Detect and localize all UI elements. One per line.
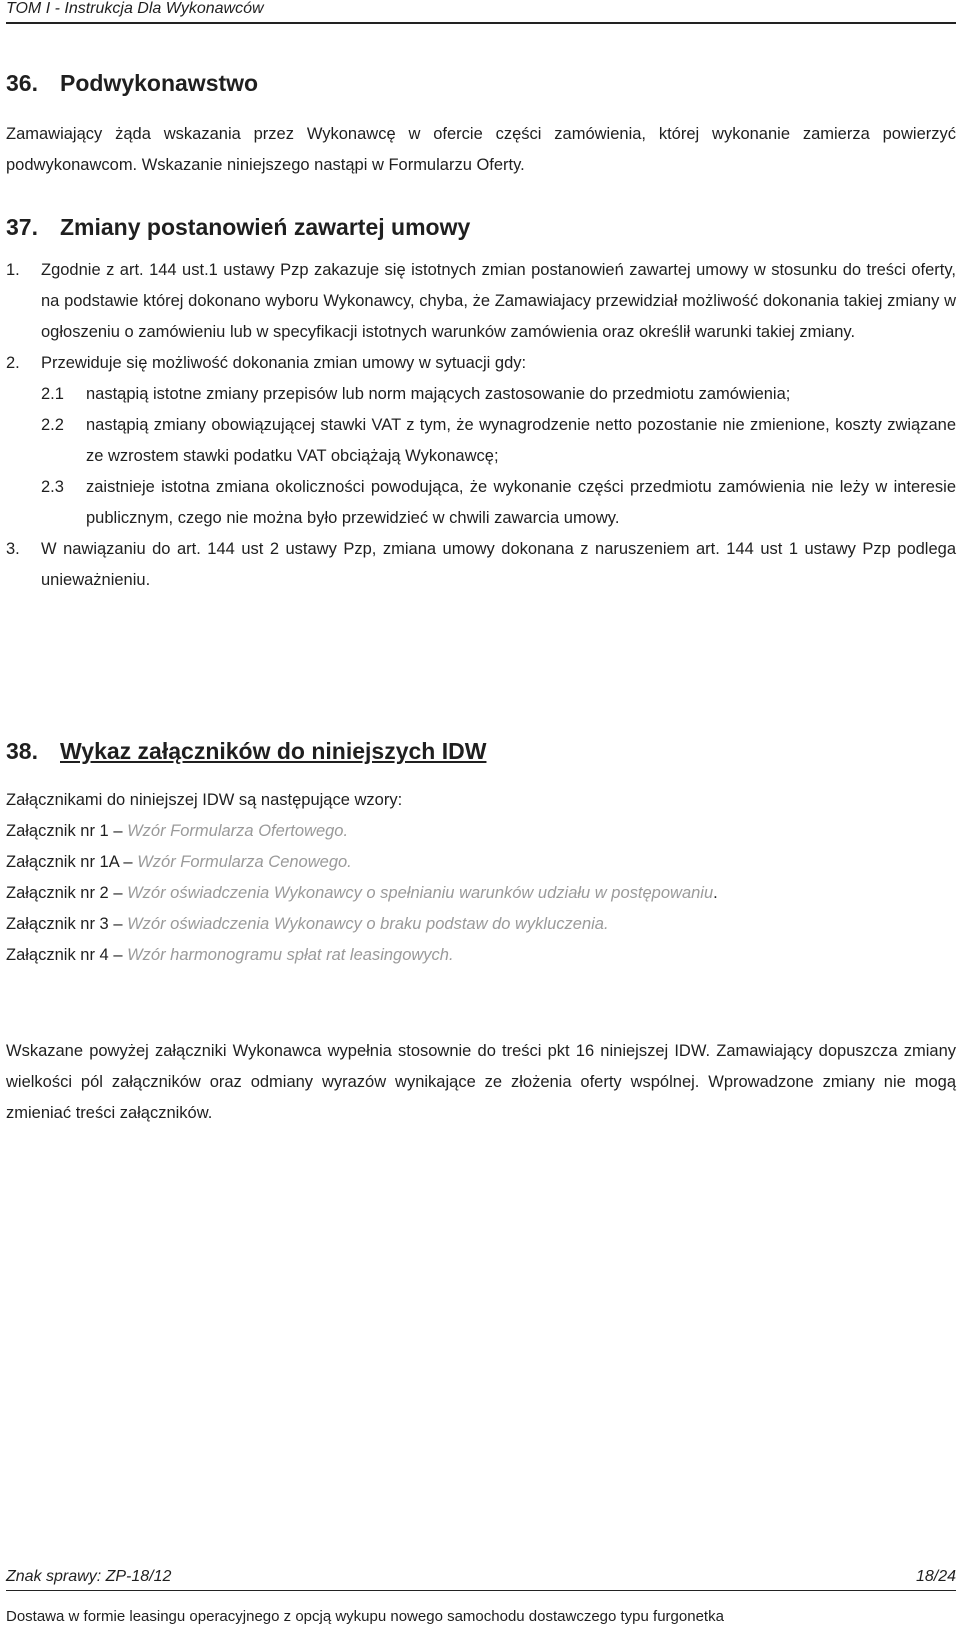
section-36-number: 36.	[6, 70, 38, 96]
header-title: TOM I - Instrukcja Dla Wykonawców	[6, 0, 264, 17]
sub-item-2-3	[41, 472, 956, 534]
attachment-row	[6, 940, 956, 971]
sub-item-2-2	[41, 410, 956, 472]
list-item-text: W nawiązaniu do art. 144 ust 2 ustawy Pzp, zmiana umowy dokonana z naruszeniem art. 144 ust 1 ustawy Pzp podlega unieważnieniu.	[41, 540, 956, 589]
attachment-title: Wzór Formularza Cenowego.	[137, 853, 352, 871]
sub-item-text: nastąpią istotne zmiany przepisów lub norm mających zastosowanie do przedmiotu zamówienia;	[86, 385, 791, 403]
attachment-label: Załącznik nr 3	[6, 915, 109, 933]
page-header	[6, 0, 956, 24]
footer-page-number: 18/24	[915, 1568, 956, 1585]
sub-marker: 2.3	[41, 478, 64, 496]
list-item-text: Przewiduje się możliwość dokonania zmian umowy w sytuacji gdy:	[41, 354, 527, 372]
section-37-title: Zmiany postanowień zawartej umowy	[60, 214, 471, 240]
list-item-text: Zgodnie z art. 144 ust.1 ustawy Pzp zakazuje się istotnych zmian postanowień zawartej umowy w stosunku do treści oferty, na podstawie której dokonano wyboru Wykonawcy, chyba, że Zamawiajacy przewidział możliwość dokonania takiej zmiany w ogłoszeniu o zamówieniu lub w specyfikacji istotnych warunków zamówienia oraz określił warunki takiej zmiany.	[41, 261, 956, 341]
list-item-2	[6, 348, 956, 534]
footer-case-number: Znak sprawy: ZP-18/12	[6, 1568, 172, 1585]
attachment-label: Załącznik nr 2	[6, 884, 109, 902]
sub-marker: 2.2	[41, 416, 64, 434]
list-item-1	[6, 255, 956, 348]
sub-item-text: nastąpią zmiany obowiązującej stawki VAT z tym, że wynagrodzenie netto pozostanie nie zmienione, koszty związane ze wzrostem stawki podatku VAT obciążają Wykonawcę;	[86, 416, 956, 465]
attachment-title: Wzór harmonogramu spłat rat leasingowych.	[127, 946, 454, 964]
section-38-title: Wykaz załączników do niniejszych IDW	[60, 738, 487, 764]
attachment-dash: –	[113, 822, 123, 840]
attachment-row	[6, 816, 956, 847]
sub-marker: 2.1	[41, 385, 64, 403]
attachment-dash: –	[113, 915, 123, 933]
attachment-row: Załącznik nr 2 – Wzór oświadczenia Wykonawcy o spełnianiu warunków udziału w postępowaniu.	[6, 884, 718, 902]
attachment-row	[6, 909, 956, 940]
attachment-row	[6, 847, 956, 878]
footer-subject: Dostawa w formie leasingu operacyjnego z opcją wykupu nowego samochodu dostawczego typu furgonetka	[6, 1608, 724, 1625]
list-marker: 3.	[6, 540, 20, 558]
sub-item-2-1	[41, 379, 956, 410]
section-36-text: Zamawiający żąda wskazania przez Wykonawcę w ofercie części zamówienia, której wykonanie zamierza powierzyć podwykonawcom. Wskazanie niniejszego nastąpi w Formularzu Oferty.	[6, 125, 956, 174]
attachment-dash: –	[123, 853, 133, 871]
attachment-dash: –	[113, 884, 123, 902]
section-37-heading	[6, 214, 470, 241]
page-footer	[6, 1568, 956, 1591]
section-38-closing: Wskazane powyżej załączniki Wykonawca wypełnia stosownie do treści pkt 16 niniejszej IDW. Zamawiający dopuszcza zmiany wielkości pól załączników oraz odmiany wyrazów wynikające ze złożenia oferty wspólnej. Wprowadzone zmiany nie mogą zmieniać treści załączników.	[6, 1042, 956, 1122]
list-marker: 2.	[6, 354, 20, 372]
attachment-title: Wzór Formularza Ofertowego.	[127, 822, 349, 840]
list-item-3	[6, 534, 956, 596]
attachment-dash: –	[113, 946, 123, 964]
attachment-title: Wzór oświadczenia Wykonawcy o spełnianiu warunków udziału w postępowaniu	[127, 884, 714, 902]
attachments-intro: Załącznikami do niniejszej IDW są następujące wzory:	[6, 791, 403, 809]
section-37-list	[6, 255, 956, 596]
section-38-heading	[6, 738, 486, 765]
section-36-heading	[6, 70, 258, 97]
list-marker: 1.	[6, 261, 20, 279]
sub-list	[41, 379, 956, 534]
section-38-number: 38.	[6, 738, 38, 764]
section-37-number: 37.	[6, 214, 38, 240]
attachment-label: Załącznik nr 4	[6, 946, 109, 964]
attachment-title: Wzór oświadczenia Wykonawcy o braku podstaw do wykluczenia.	[127, 915, 609, 933]
attachment-label: Załącznik nr 1	[6, 822, 109, 840]
sub-item-text: zaistnieje istotna zmiana okoliczności powodująca, że wykonanie części przedmiotu zamówienia nie leży w interesie publicznym, czego nie można było przewidzieć w chwili zawarcia umowy.	[86, 478, 956, 527]
attachments-block	[6, 785, 956, 971]
attachment-label: Załącznik nr 1A	[6, 853, 119, 871]
section-36-title: Podwykonawstwo	[60, 70, 259, 96]
